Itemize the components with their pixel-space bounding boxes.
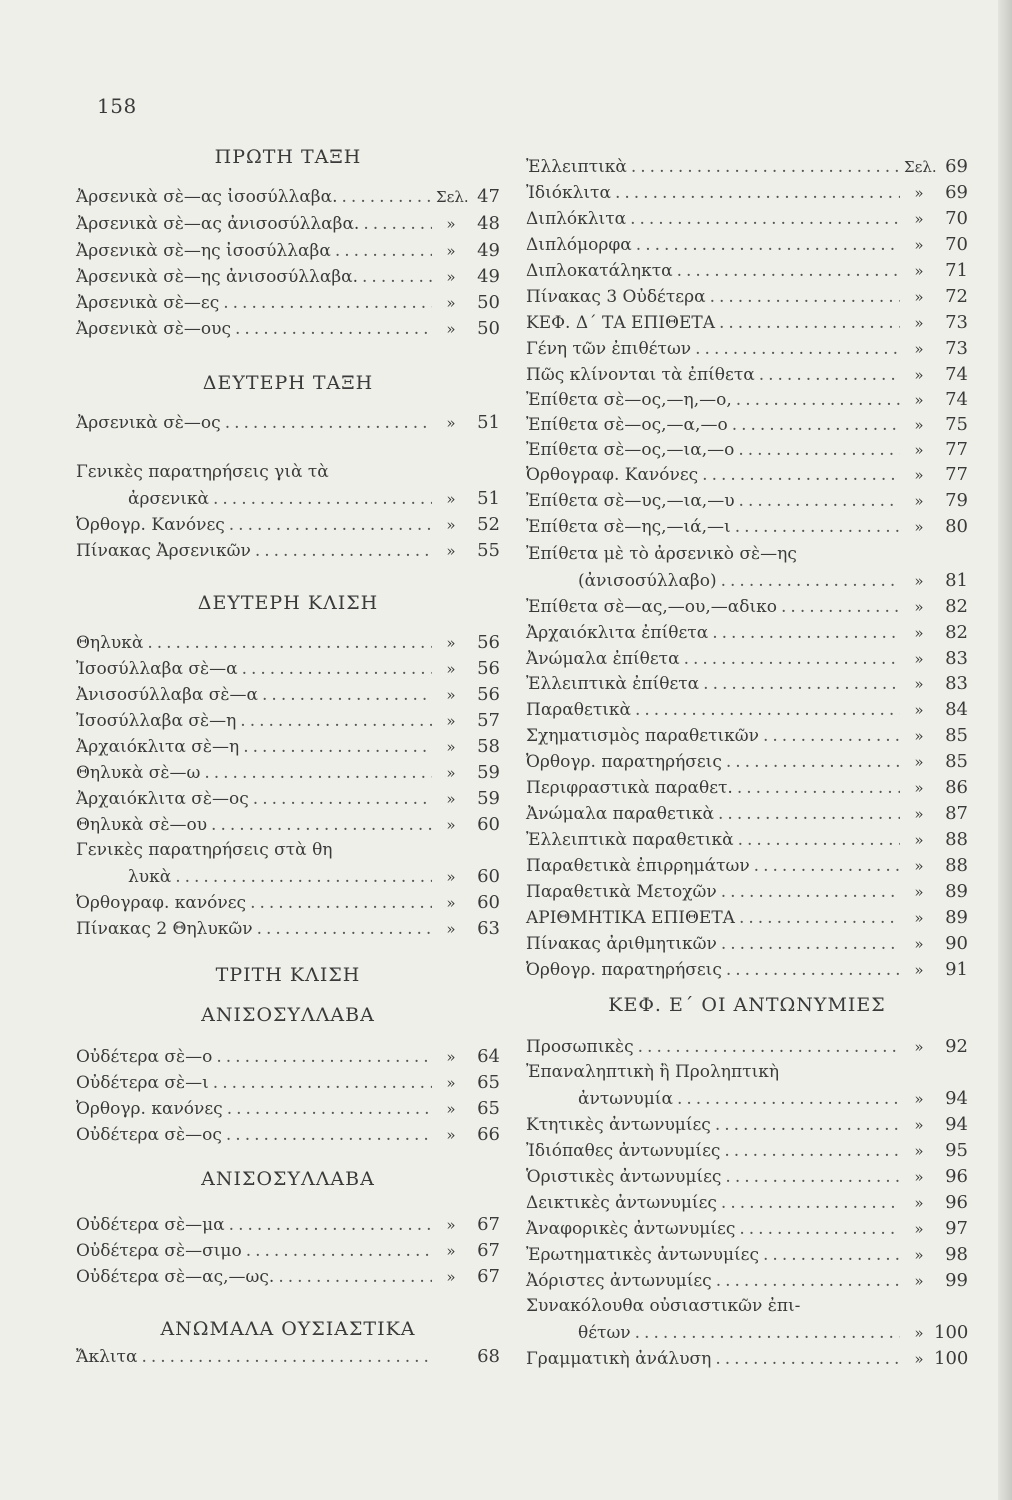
- toc-entry: Πίνακας ἀριθμητικῶν ..... » 90: [526, 933, 968, 957]
- toc-entry: Οὐδέτερα σὲ—ο ..... » 64: [76, 1046, 500, 1070]
- toc-entry: Παραθετικὰ Μετοχῶν ..... » 89: [526, 881, 968, 905]
- toc-entry: Συνακόλουθα οὐσιαστικῶν ἐπι-: [526, 1296, 801, 1316]
- toc-entry: Ἐλλειπτικὰ ἐπίθετα ..... » 83: [526, 673, 968, 697]
- toc-entry: Ἄκλιτα ..... 68: [76, 1346, 500, 1370]
- toc-entry: Ἀόριστες ἀντωνυμίες ..... » 99: [526, 1270, 968, 1294]
- toc-entry: Γενικὲς παρατηρήσεις γιὰ τὰ: [76, 462, 329, 482]
- toc-entry: Ἐπίθετα σὲ—υς,—ια,—υ ..... » 79: [526, 490, 968, 514]
- toc-entry: Ἀνισοσύλλαβα σὲ—α ..... » 56: [76, 684, 500, 708]
- toc-entry: Γένη τῶν ἐπιθέτων ..... » 73: [526, 338, 968, 362]
- toc-entry: Ἀνώμαλα ἐπίθετα ..... » 83: [526, 648, 968, 672]
- toc-entry: ΑΡΙΘΜΗΤΙΚΑ ΕΠΙΘΕΤΑ ..... » 89: [526, 907, 968, 931]
- toc-entry: Ἰσοσύλλαβα σὲ—η ..... » 57: [76, 710, 500, 734]
- toc-entry: Ὀρθογρ. παρατηρήσεις ..... » 91: [526, 959, 968, 983]
- toc-entry: (ἀνισοσύλλαβο) ..... » 81: [526, 570, 968, 594]
- toc-entry: ἀντωνυμία ..... » 94: [526, 1088, 968, 1112]
- toc-entry: Ἀρσενικὰ σὲ—ης ἰσοσύλλαβα ..... » 49: [76, 240, 500, 264]
- section-heading: ΠΡΩΤΗ ΤΑΞΗ: [214, 146, 362, 168]
- toc-entry: Ἀρσενικὰ σὲ—ης ἀνισοσύλλαβα. ..... » 49: [76, 266, 500, 290]
- toc-entry: Παραθετικὰ ..... » 84: [526, 699, 968, 723]
- section-heading: ΚΕΦ. Ε΄ ΟΙ ΑΝΤΩΝΥΜΙΕΣ: [608, 994, 886, 1016]
- toc-entry: Ἀρχαιόκλιτα σὲ—ος ..... » 59: [76, 788, 500, 812]
- toc-entry: Ἀναφορικὲς ἀντωνυμίες ..... » 97: [526, 1218, 968, 1242]
- toc-entry: ΚΕΦ. Δ΄ ΤΑ ΕΠΙΘΕΤΑ ..... » 73: [526, 312, 968, 336]
- toc-entry: Ἀρσενικὰ σὲ—ας ἀνισοσύλλαβα. ..... » 48: [76, 213, 500, 237]
- toc-entry: Προσωπικὲς ..... » 92: [526, 1036, 968, 1060]
- toc-entry: Διπλόκλιτα ..... » 70: [526, 208, 968, 232]
- toc-entry: Ἐρωτηματικὲς ἀντωνυμίες ..... » 98: [526, 1244, 968, 1268]
- toc-entry: Ἐπίθετα σὲ—ης,—ιά,—ι ..... » 80: [526, 516, 968, 540]
- page-edge: [998, 0, 1012, 1500]
- toc-entry: Οὐδέτερα σὲ—ι ..... » 65: [76, 1072, 500, 1096]
- toc-entry: Ὀρθογρ. Κανόνες ..... » 52: [76, 514, 500, 538]
- toc-entry: λυκὰ ..... » 60: [76, 866, 500, 890]
- toc-entry: Ἀρχαιόκλιτα σὲ—η ..... » 58: [76, 736, 500, 760]
- section-heading: ΔΕΥΤΕΡΗ ΚΛΙΣΗ: [197, 592, 379, 614]
- toc-entry: θέτων ..... » 100: [526, 1322, 968, 1346]
- toc-entry: Ὀρθογρ. παρατηρήσεις ..... » 85: [526, 751, 968, 775]
- toc-entry: Ἰσοσύλλαβα σὲ—α ..... » 56: [76, 658, 500, 682]
- toc-entry: Θηλυκὰ ..... » 56: [76, 632, 500, 656]
- toc-entry: Ἀρσενικὰ σὲ—ες ..... » 50: [76, 292, 500, 316]
- toc-entry: Ἐπίθετα σὲ—ας,—ου,—αδικο ..... » 82: [526, 596, 968, 620]
- toc-entry: ἀρσενικὰ ..... » 51: [76, 488, 500, 512]
- toc-entry: Πίνακας Ἀρσενικῶν ..... » 55: [76, 540, 500, 564]
- section-heading: ΑΝΙΣΟΣΥΛΛΑΒΑ: [201, 1004, 375, 1026]
- section-heading: ΤΡΙΤΗ ΚΛΙΣΗ: [215, 964, 361, 986]
- toc-entry: Ὀρθογραφ. κανόνες ..... » 60: [76, 892, 500, 916]
- toc-entry: Ἐλλειπτικὰ παραθετικὰ ..... » 88: [526, 829, 968, 853]
- toc-entry: Ἰδιόπαθες ἀντωνυμίες ..... » 95: [526, 1140, 968, 1164]
- toc-entry: Διπλόμορφα ..... » 70: [526, 234, 968, 258]
- toc-entry: Ὀρθογρ. κανόνες ..... » 65: [76, 1098, 500, 1122]
- toc-entry: Δεικτικὲς ἀντωνυμίες ..... » 96: [526, 1192, 968, 1216]
- toc-entry: Κτητικὲς ἀντωνυμίες ..... » 94: [526, 1114, 968, 1138]
- toc-entry: Ὀρθογραφ. Κανόνες ..... » 77: [526, 464, 968, 488]
- toc-entry: Ἀνώμαλα παραθετικὰ ..... » 87: [526, 803, 968, 827]
- toc-entry: Θηλυκὰ σὲ—ου ..... » 60: [76, 814, 500, 838]
- page-number: 158: [97, 94, 137, 118]
- toc-entry: Ἀρσενικὰ σὲ—ας ἰσοσύλλαβα. ..... Σελ. 47: [76, 186, 500, 210]
- toc-entry: Σχηματισμὸς παραθετικῶν ..... » 85: [526, 725, 968, 749]
- section-heading: ΑΝΩΜΑΛΑ ΟΥΣΙΑΣΤΙΚΑ: [160, 1318, 416, 1340]
- toc-entry: Ἀρσενικὰ σὲ—ος ..... » 51: [76, 412, 500, 436]
- toc-entry: Ἀρσενικὰ σὲ—ους ..... » 50: [76, 318, 500, 342]
- toc-entry: Πίνακας 2 Θηλυκῶν ..... » 63: [76, 918, 500, 942]
- toc-entry: Ἐπίθετα σὲ—ος,—α,—ο ..... » 75: [526, 414, 968, 438]
- toc-entry: Πίνακας 3 Οὐδέτερα ..... » 72: [526, 286, 968, 310]
- toc-entry: Ὁριστικὲς ἀντωνυμίες ..... » 96: [526, 1166, 968, 1190]
- toc-entry: Περιφραστικὰ παραθετ. ..... » 86: [526, 777, 968, 801]
- toc-entry: Διπλοκατάληκτα ..... » 71: [526, 260, 968, 284]
- toc-entry: Ἐλλειπτικὰ ..... Σελ. 69: [526, 156, 968, 180]
- section-heading: ΑΝΙΣΟΣΥΛΛΑΒΑ: [201, 1168, 375, 1190]
- toc-entry: Ἀρχαιόκλιτα ἐπίθετα ..... » 82: [526, 622, 968, 646]
- toc-entry: Οὐδέτερα σὲ—σιμο ..... » 67: [76, 1240, 500, 1264]
- section-heading: ΔΕΥΤΕΡΗ ΤΑΞΗ: [202, 372, 374, 394]
- toc-entry: Παραθετικὰ ἐπιρρημάτων ..... » 88: [526, 855, 968, 879]
- toc-entry: Γενικὲς παρατηρήσεις στὰ θη: [76, 840, 333, 860]
- toc-entry: Γραμματικὴ ἀνάλυση ..... » 100: [526, 1348, 968, 1372]
- toc-entry: Οὐδέτερα σὲ—μα ..... » 67: [76, 1214, 500, 1238]
- toc-entry: Ἐπίθετα σὲ—ος,—η,—ο, ..... » 74: [526, 389, 968, 413]
- toc-entry: Ἐπίθετα σὲ—ος,—ια,—ο ..... » 77: [526, 439, 968, 463]
- toc-entry: Ἐπίθετα μὲ τὸ ἀρσενικὸ σὲ—ης: [526, 544, 797, 564]
- toc-entry: Οὐδέτερα σὲ—ος ..... » 66: [76, 1124, 500, 1148]
- toc-entry: Πῶς κλίνονται τὰ ἐπίθετα ..... » 74: [526, 364, 968, 388]
- toc-entry: Ἐπαναληπτικὴ ἢ Προληπτικὴ: [526, 1062, 780, 1082]
- toc-entry: Οὐδέτερα σὲ—ας,—ως. ..... » 67: [76, 1266, 500, 1290]
- toc-entry: Ἰδιόκλιτα ..... » 69: [526, 182, 968, 206]
- toc-entry: Θηλυκὰ σὲ—ω ..... » 59: [76, 762, 500, 786]
